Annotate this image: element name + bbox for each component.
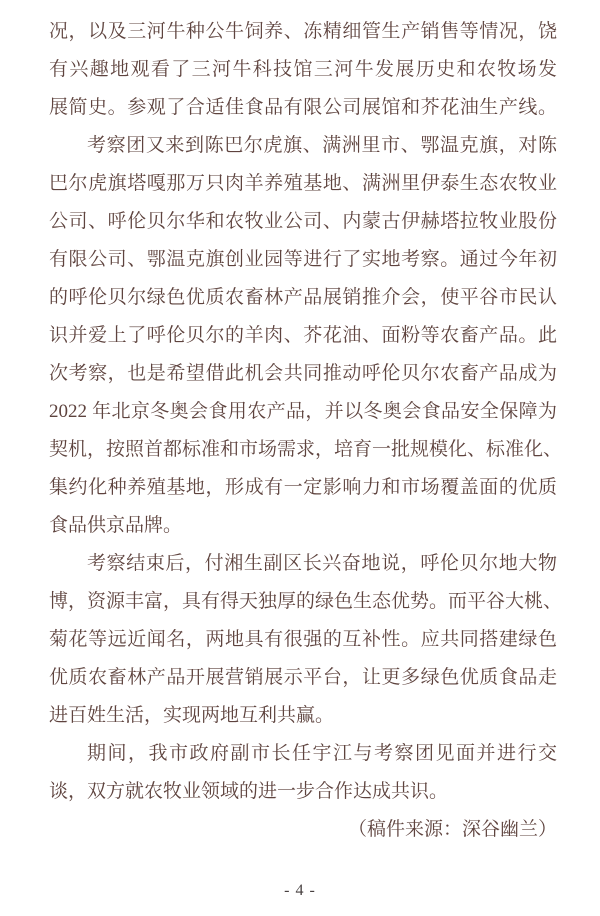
text-line: 集约化种养殖基地，形成有一定影响力和市场覆盖面的优质 (49, 477, 557, 498)
text-line: 考察团又来到陈巴尔虎旗、满洲里市、鄂温克旗，对陈 (87, 135, 557, 156)
page-number: - 4 - (284, 882, 316, 899)
source-attribution: （稿件来源：深谷幽兰） (347, 819, 557, 840)
paragraph (49, 127, 563, 545)
text-line: 优质农畜林产品开展营销展示平台，让更多绿色优质食品走 (49, 667, 557, 688)
text-line: 谈，双方就农牧业领域的进一步合作达成共识。 (49, 781, 449, 802)
text-line: 识并爱上了呼伦贝尔的羊肉、芥花油、面粉等农畜产品。此 (49, 325, 557, 346)
text-line: 进百姓生活，实现两地互利共赢。 (49, 705, 335, 726)
text-line: 公司、呼伦贝尔华和农牧业公司、内蒙古伊赫塔拉牧业股份 (49, 211, 557, 232)
text-line: 有兴趣地观看了三河牛科技馆三河牛发展历史和农牧场发 (49, 59, 557, 80)
text-line: 有限公司、鄂温克旗创业园等进行了实地考察。通过今年初 (49, 249, 557, 270)
paragraph (49, 13, 557, 127)
text-line: 食品供京品牌。 (49, 515, 183, 536)
text-line: 契机，按照首都标准和市场需求，培育一批规模化、标准化、 (49, 439, 563, 460)
text-line: 考察结束后，付湘生副区长兴奋地说，呼伦贝尔地大物 (87, 553, 557, 574)
text-line: 的呼伦贝尔绿色优质农畜林产品展销推介会，使平谷市民认 (49, 287, 557, 308)
document-body (49, 13, 563, 849)
text-line: 菊花等远近闻名，两地具有很强的互补性。应共同搭建绿色 (49, 629, 557, 650)
paragraph (49, 735, 557, 811)
paragraph (49, 545, 563, 735)
text-line: 展简史。参观了合适佳食品有限公司展馆和芥花油生产线。 (49, 97, 557, 118)
text-line: 次考察，也是希望借此机会共同推动呼伦贝尔农畜产品成为 (49, 363, 557, 384)
text-line: 2022 年北京冬奥会食用农产品，并以冬奥会食品安全保障为 (49, 401, 557, 422)
text-line: 博，资源丰富，具有得天独厚的绿色生态优势。而平谷大桃、 (49, 591, 563, 612)
text-line: 巴尔虎旗塔嘎那万只肉羊养殖基地、满洲里伊泰生态农牧业 (49, 173, 557, 194)
text-line: 况，以及三河牛种公牛饲养、冻精细管生产销售等情况，饶 (49, 21, 557, 42)
text-line: 期间，我市政府副市长任宇江与考察团见面并进行交 (87, 743, 557, 764)
